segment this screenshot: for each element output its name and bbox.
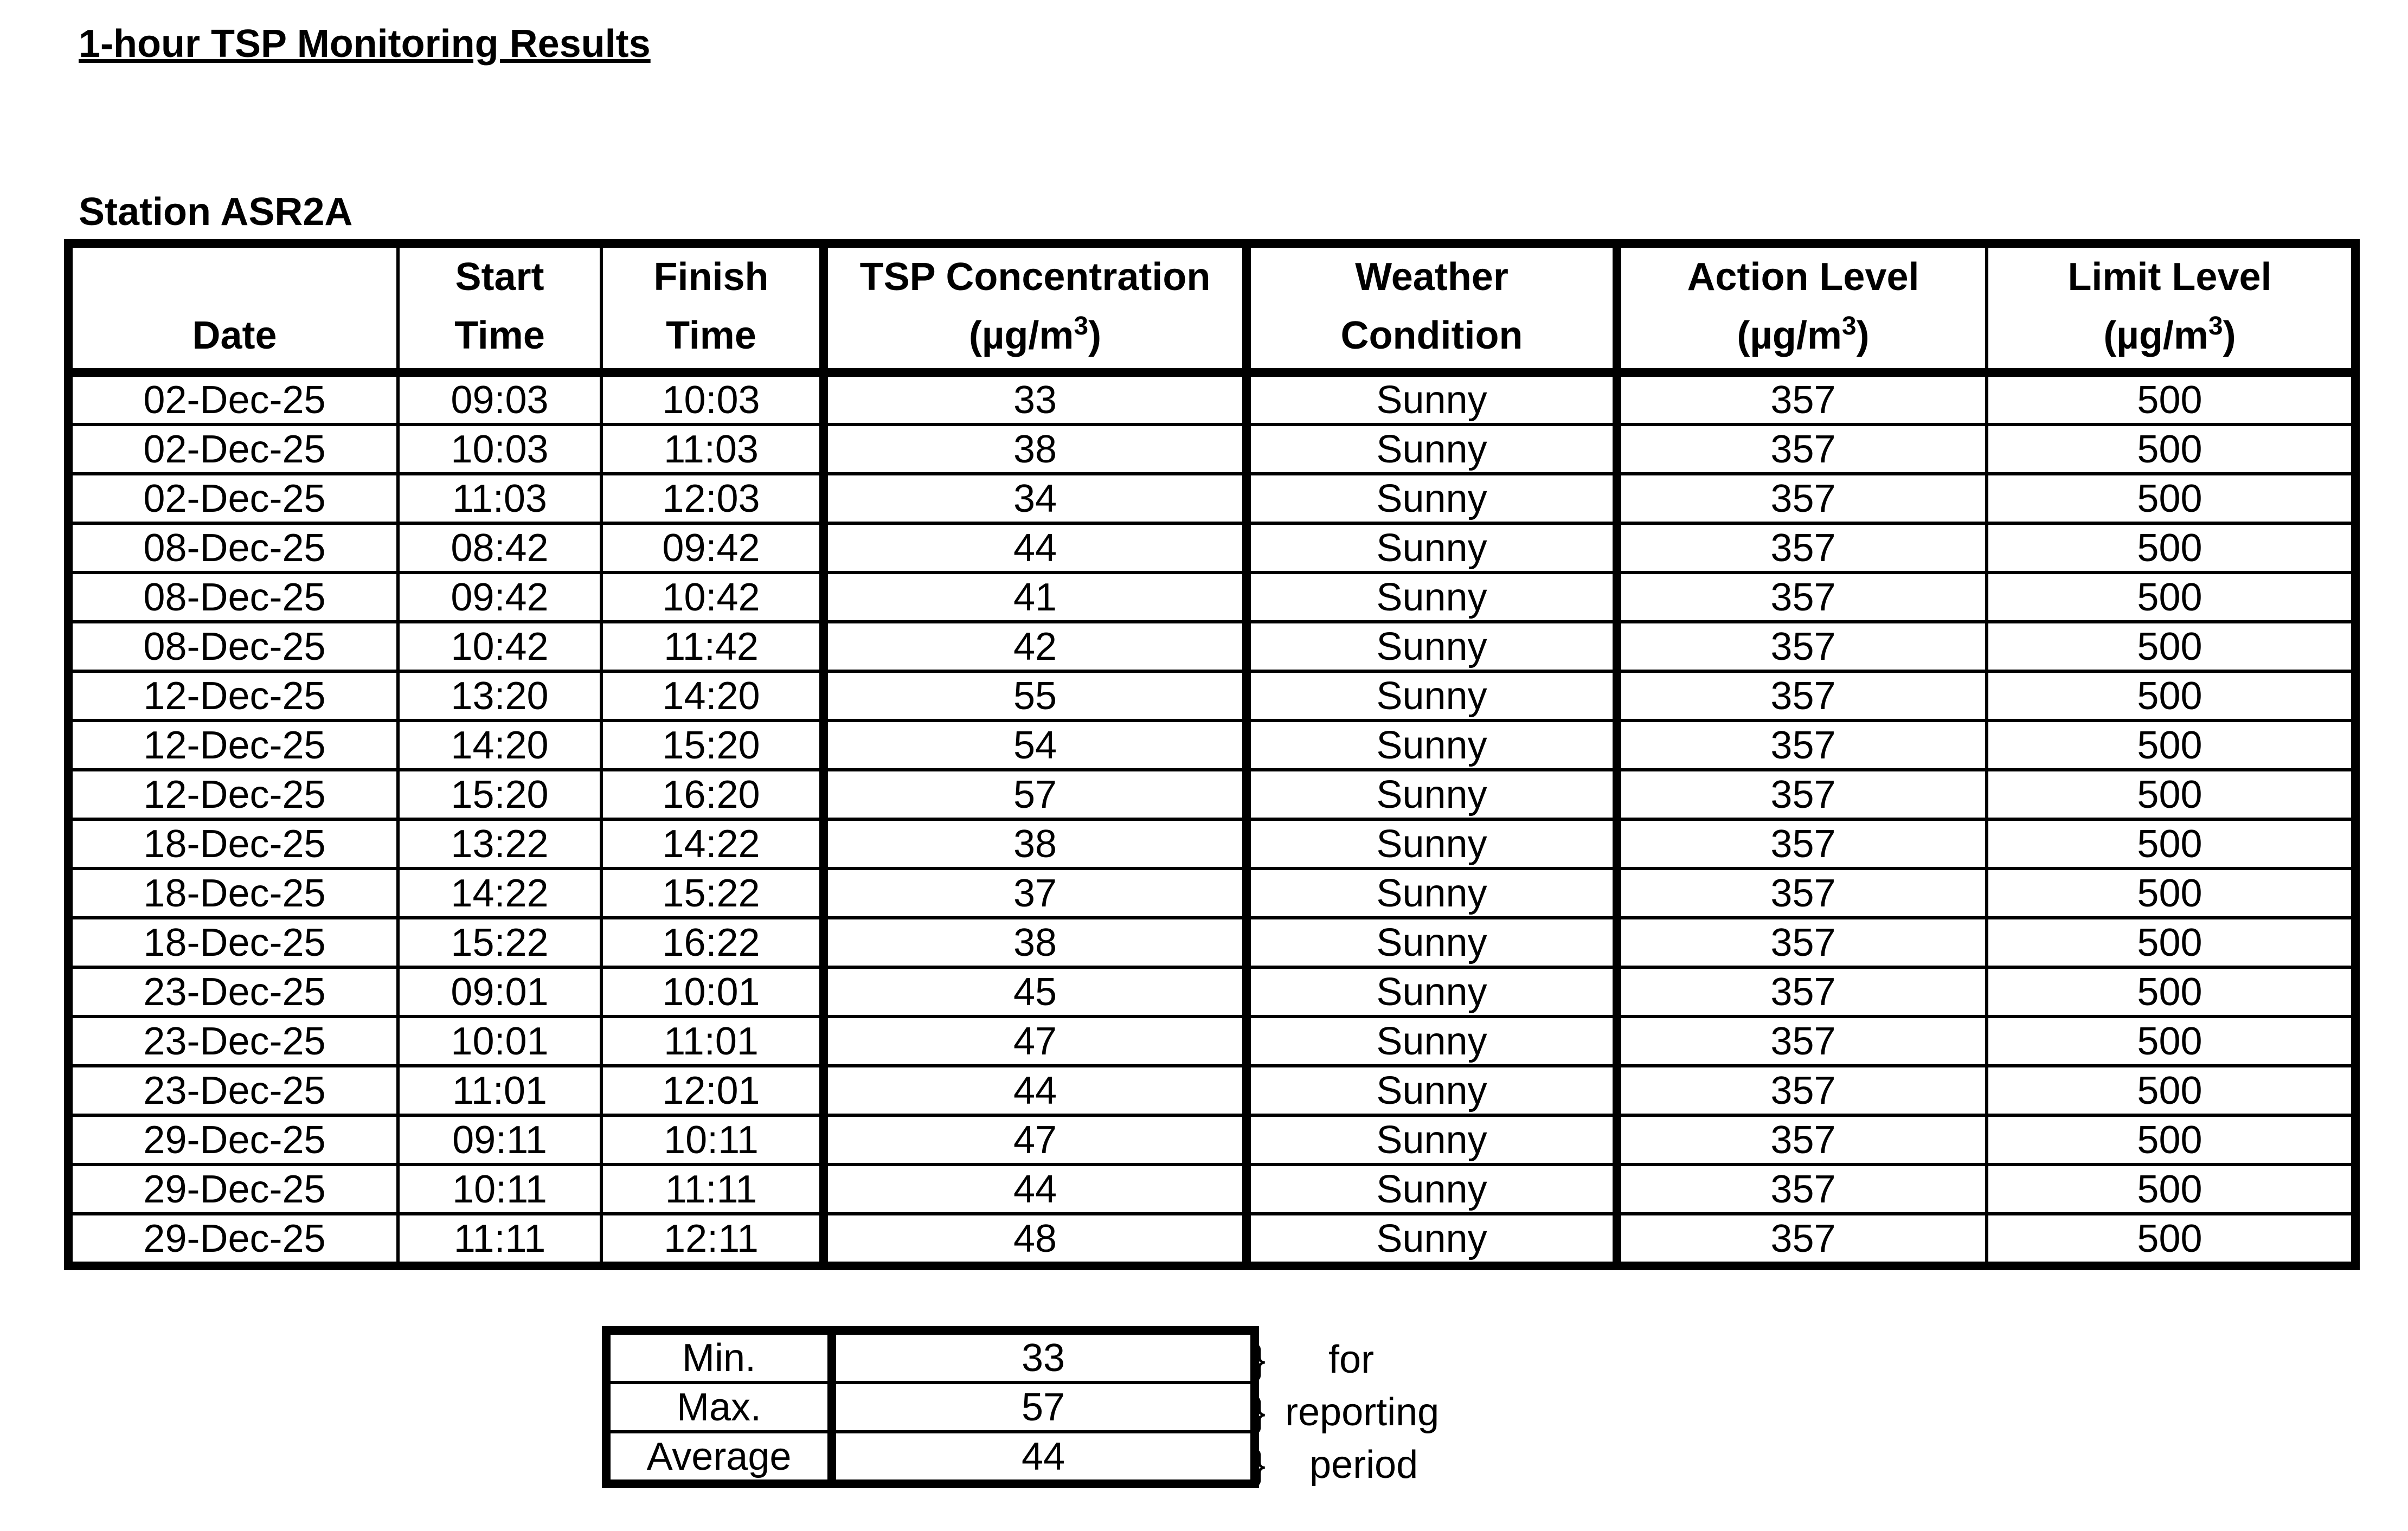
finish-time-cell: 12:03: [601, 474, 824, 523]
summary-note: [1253, 1340, 1374, 1379]
action-level-cell: 357: [1617, 1017, 1987, 1066]
table-row: [68, 622, 2355, 671]
limit-level-cell: 500: [1987, 474, 2355, 523]
tsp-concentration-cell: 34: [824, 474, 1247, 523]
action-level-cell: 357: [1617, 1115, 1987, 1165]
weather-cell: Sunny: [1247, 1017, 1617, 1066]
weather-cell: Sunny: [1247, 918, 1617, 967]
tsp-concentration-cell: 44: [824, 1066, 1247, 1115]
note-text: period: [1309, 1443, 1418, 1487]
tsp-concentration-cell: 54: [824, 721, 1247, 770]
start-time-cell: 10:03: [398, 424, 601, 474]
limit-level-cell: 500: [1987, 424, 2355, 474]
tsp-concentration-cell: 33: [824, 372, 1247, 424]
action-level-cell: 357: [1617, 1066, 1987, 1115]
table-row: [68, 1165, 2355, 1214]
action-level-cell: 357: [1617, 770, 1987, 819]
brace-mark: }: [1253, 1338, 1266, 1381]
header-row: [68, 243, 2355, 372]
document-title: 1-hour TSP Monitoring Results: [79, 22, 651, 66]
limit-level-cell: 500: [1987, 918, 2355, 967]
finish-time-cell: 11:03: [601, 424, 824, 474]
table-row: [68, 918, 2355, 967]
weather-cell: Sunny: [1247, 474, 1617, 523]
limit-level-cell: 500: [1987, 523, 2355, 572]
action-level-cell: 357: [1617, 1214, 1987, 1266]
action-level-cell: 357: [1617, 869, 1987, 918]
tsp-concentration-cell: 55: [824, 671, 1247, 721]
table-row: [68, 1017, 2355, 1066]
weather-cell: Sunny: [1247, 770, 1617, 819]
weather-cell: Sunny: [1247, 967, 1617, 1017]
header-finish-time: Finish Time: [601, 243, 824, 372]
tsp-concentration-cell: 47: [824, 1115, 1247, 1165]
limit-level-cell: 500: [1987, 1214, 2355, 1266]
finish-time-cell: 10:03: [601, 372, 824, 424]
finish-time-cell: 15:20: [601, 721, 824, 770]
date-cell: 23-Dec-25: [68, 967, 398, 1017]
summary-value: 44: [832, 1432, 1255, 1484]
summary-row: [606, 1432, 1255, 1484]
brace-mark: }: [1253, 1391, 1266, 1434]
table-row: [68, 372, 2355, 424]
finish-time-cell: 12:11: [601, 1214, 824, 1266]
limit-level-cell: 500: [1987, 1017, 2355, 1066]
limit-level-cell: 500: [1987, 1165, 2355, 1214]
summary-label: Average: [606, 1432, 832, 1484]
summary-label: Min.: [606, 1330, 832, 1382]
header-start-time: Start Time: [398, 243, 601, 372]
summary-row: [606, 1330, 1255, 1382]
action-level-cell: 357: [1617, 721, 1987, 770]
tsp-concentration-cell: 37: [824, 869, 1247, 918]
date-cell: 08-Dec-25: [68, 622, 398, 671]
weather-cell: Sunny: [1247, 1165, 1617, 1214]
station-label: Station ASR2A: [79, 190, 353, 234]
finish-time-cell: 10:01: [601, 967, 824, 1017]
limit-level-cell: 500: [1987, 967, 2355, 1017]
weather-cell: Sunny: [1247, 622, 1617, 671]
finish-time-cell: 10:11: [601, 1115, 824, 1165]
header-date: Date: [68, 243, 398, 372]
table-row: [68, 572, 2355, 622]
table-row: [68, 1115, 2355, 1165]
weather-cell: Sunny: [1247, 372, 1617, 424]
brace-mark: }: [1253, 1443, 1266, 1487]
weather-cell: Sunny: [1247, 1115, 1617, 1165]
summary-row: [606, 1382, 1255, 1432]
finish-time-cell: 12:01: [601, 1066, 824, 1115]
weather-cell: Sunny: [1247, 671, 1617, 721]
table-row: [68, 721, 2355, 770]
date-cell: 18-Dec-25: [68, 918, 398, 967]
finish-time-cell: 11:11: [601, 1165, 824, 1214]
start-time-cell: 10:42: [398, 622, 601, 671]
date-cell: 23-Dec-25: [68, 1017, 398, 1066]
table-row: [68, 819, 2355, 869]
action-level-cell: 357: [1617, 967, 1987, 1017]
header-weather-condition: Weather Condition: [1247, 243, 1617, 372]
tsp-concentration-cell: 41: [824, 572, 1247, 622]
start-time-cell: 13:22: [398, 819, 601, 869]
weather-cell: Sunny: [1247, 523, 1617, 572]
limit-level-cell: 500: [1987, 819, 2355, 869]
weather-cell: Sunny: [1247, 1066, 1617, 1115]
tsp-concentration-cell: 57: [824, 770, 1247, 819]
table-row: [68, 671, 2355, 721]
action-level-cell: 357: [1617, 372, 1987, 424]
date-cell: 29-Dec-25: [68, 1115, 398, 1165]
date-cell: 02-Dec-25: [68, 372, 398, 424]
table-row: [68, 523, 2355, 572]
summary-note: [1253, 1393, 1439, 1432]
weather-cell: Sunny: [1247, 424, 1617, 474]
tsp-concentration-cell: 45: [824, 967, 1247, 1017]
summary-value: 33: [832, 1330, 1255, 1382]
finish-time-cell: 10:42: [601, 572, 824, 622]
finish-time-cell: 16:20: [601, 770, 824, 819]
finish-time-cell: 09:42: [601, 523, 824, 572]
action-level-cell: 357: [1617, 523, 1987, 572]
summary-note: [1253, 1443, 1418, 1487]
start-time-cell: 11:03: [398, 474, 601, 523]
weather-cell: Sunny: [1247, 869, 1617, 918]
tsp-concentration-cell: 44: [824, 523, 1247, 572]
limit-level-cell: 500: [1987, 1115, 2355, 1165]
start-time-cell: 15:20: [398, 770, 601, 819]
note-text: reporting: [1285, 1391, 1440, 1434]
finish-time-cell: 11:01: [601, 1017, 824, 1066]
tsp-concentration-cell: 38: [824, 424, 1247, 474]
weather-cell: Sunny: [1247, 721, 1617, 770]
summary-table: [602, 1326, 1259, 1488]
table-row: [68, 869, 2355, 918]
finish-time-cell: 14:20: [601, 671, 824, 721]
limit-level-cell: 500: [1987, 869, 2355, 918]
start-time-cell: 09:01: [398, 967, 601, 1017]
date-cell: 02-Dec-25: [68, 474, 398, 523]
action-level-cell: 357: [1617, 819, 1987, 869]
limit-level-cell: 500: [1987, 770, 2355, 819]
start-time-cell: 10:11: [398, 1165, 601, 1214]
weather-cell: Sunny: [1247, 819, 1617, 869]
action-level-cell: 357: [1617, 1165, 1987, 1214]
header-action-level: Action Level $(\mu g/m^3)$: [1617, 243, 1987, 372]
finish-time-cell: 16:22: [601, 918, 824, 967]
start-time-cell: 08:42: [398, 523, 601, 572]
table-row: [68, 424, 2355, 474]
date-cell: 29-Dec-25: [68, 1165, 398, 1214]
table-row: [68, 1214, 2355, 1266]
tsp-concentration-cell: 38: [824, 918, 1247, 967]
start-time-cell: 10:01: [398, 1017, 601, 1066]
date-cell: 02-Dec-25: [68, 424, 398, 474]
finish-time-cell: 14:22: [601, 819, 824, 869]
tsp-results-table: [64, 239, 2360, 1270]
summary-value: 57: [832, 1382, 1255, 1432]
table-row: [68, 1066, 2355, 1115]
start-time-cell: 09:42: [398, 572, 601, 622]
action-level-cell: 357: [1617, 572, 1987, 622]
date-cell: 12-Dec-25: [68, 770, 398, 819]
start-time-cell: 11:01: [398, 1066, 601, 1115]
date-cell: 18-Dec-25: [68, 869, 398, 918]
start-time-cell: 09:11: [398, 1115, 601, 1165]
limit-level-cell: 500: [1987, 671, 2355, 721]
limit-level-cell: 500: [1987, 572, 2355, 622]
action-level-cell: 357: [1617, 424, 1987, 474]
limit-level-cell: 500: [1987, 622, 2355, 671]
table-row: [68, 770, 2355, 819]
date-cell: 08-Dec-25: [68, 523, 398, 572]
finish-time-cell: 15:22: [601, 869, 824, 918]
date-cell: 18-Dec-25: [68, 819, 398, 869]
action-level-cell: 357: [1617, 474, 1987, 523]
limit-level-cell: 500: [1987, 372, 2355, 424]
start-time-cell: 14:22: [398, 869, 601, 918]
table-row: [68, 474, 2355, 523]
tsp-concentration-cell: 42: [824, 622, 1247, 671]
date-cell: 23-Dec-25: [68, 1066, 398, 1115]
date-cell: 12-Dec-25: [68, 671, 398, 721]
header-tsp-concentration: TSP Concentration $(\mu g/m^3)$: [824, 243, 1247, 372]
summary-label: Max.: [606, 1382, 832, 1432]
action-level-cell: 357: [1617, 622, 1987, 671]
note-text: for: [1328, 1338, 1375, 1381]
table-row: [68, 967, 2355, 1017]
tsp-concentration-cell: 38: [824, 819, 1247, 869]
action-level-cell: 357: [1617, 918, 1987, 967]
finish-time-cell: 11:42: [601, 622, 824, 671]
start-time-cell: 14:20: [398, 721, 601, 770]
start-time-cell: 13:20: [398, 671, 601, 721]
start-time-cell: 11:11: [398, 1214, 601, 1266]
date-cell: 08-Dec-25: [68, 572, 398, 622]
limit-level-cell: 500: [1987, 721, 2355, 770]
date-cell: 29-Dec-25: [68, 1214, 398, 1266]
tsp-concentration-cell: 48: [824, 1214, 1247, 1266]
limit-level-cell: 500: [1987, 1066, 2355, 1115]
action-level-cell: 357: [1617, 671, 1987, 721]
start-time-cell: 15:22: [398, 918, 601, 967]
start-time-cell: 09:03: [398, 372, 601, 424]
header-limit-level: Limit Level $(\mu g/m^3)$: [1987, 243, 2355, 372]
date-cell: 12-Dec-25: [68, 721, 398, 770]
tsp-concentration-cell: 44: [824, 1165, 1247, 1214]
weather-cell: Sunny: [1247, 1214, 1617, 1266]
weather-cell: Sunny: [1247, 572, 1617, 622]
tsp-concentration-cell: 47: [824, 1017, 1247, 1066]
